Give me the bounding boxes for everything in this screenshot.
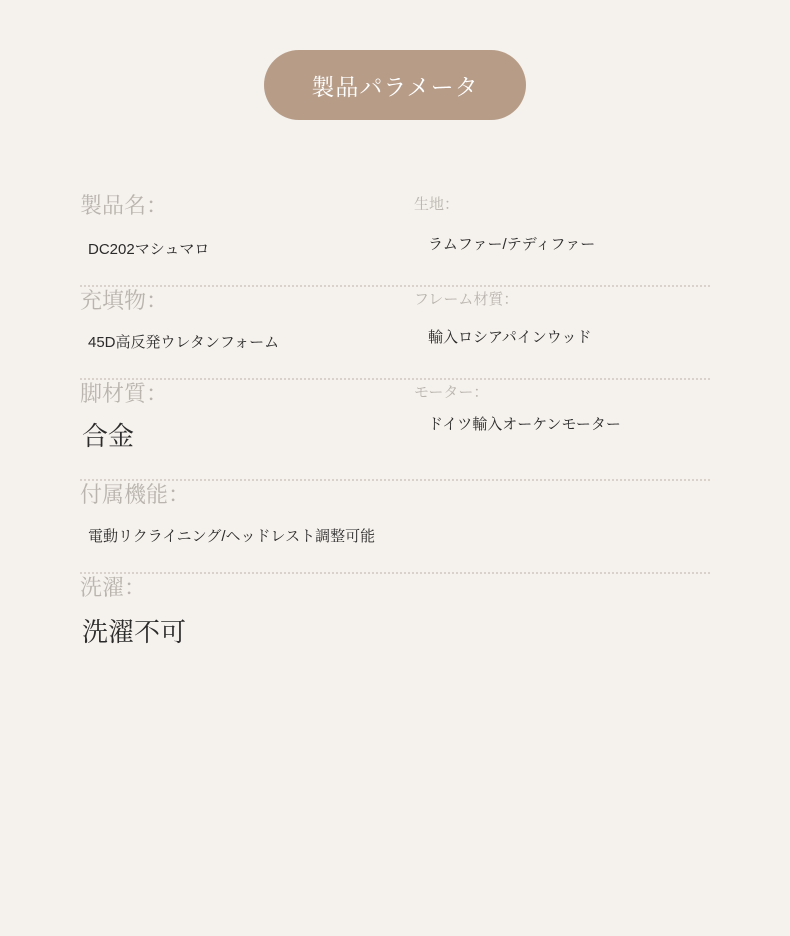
spec-row [80, 192, 710, 285]
spec-cell-fabric [414, 192, 710, 259]
spec-label: フレーム材質： [414, 291, 519, 308]
spec-label: 脚材質： [80, 381, 169, 406]
spec-cell-frame-material [414, 287, 710, 352]
spec-value: DC202マシュマロ [88, 240, 210, 258]
spec-row [80, 481, 710, 572]
page-title-area [0, 0, 790, 120]
spec-row [80, 574, 710, 675]
spec-label: 洗濯： [80, 575, 147, 601]
spec-cell-extra-functions [80, 481, 710, 546]
spec-label: 付属機能： [80, 482, 191, 508]
spec-label: モーター： [414, 384, 489, 401]
spec-cell-motor [414, 380, 710, 453]
spec-value: 45D高反発ウレタンフォーム [88, 333, 280, 351]
spec-value: ラムファー/テディファー [428, 235, 596, 253]
spec-value: 合金 [82, 420, 135, 451]
spec-cell-leg-material [80, 380, 414, 453]
spec-cell-product-name [80, 192, 414, 259]
spec-row [80, 287, 710, 378]
spec-label: 充填物： [80, 288, 169, 313]
spec-value: 洗濯不可 [82, 616, 187, 647]
spec-value: ドイツ輸入オーケンモーター [428, 415, 621, 433]
spec-table [80, 192, 710, 676]
spec-value: 電動リクライニング/ヘッドレスト調整可能 [88, 527, 376, 545]
spec-value: 輸入ロシアパインウッド [428, 328, 592, 346]
spec-cell-filling [80, 287, 414, 352]
page-title-pill [264, 50, 526, 120]
page-title: 製品パラメータ [311, 73, 479, 100]
spec-row [80, 380, 710, 479]
spec-cell-washing [80, 574, 710, 649]
spec-label: 製品名： [80, 193, 169, 218]
spec-label: 生地： [414, 196, 460, 213]
